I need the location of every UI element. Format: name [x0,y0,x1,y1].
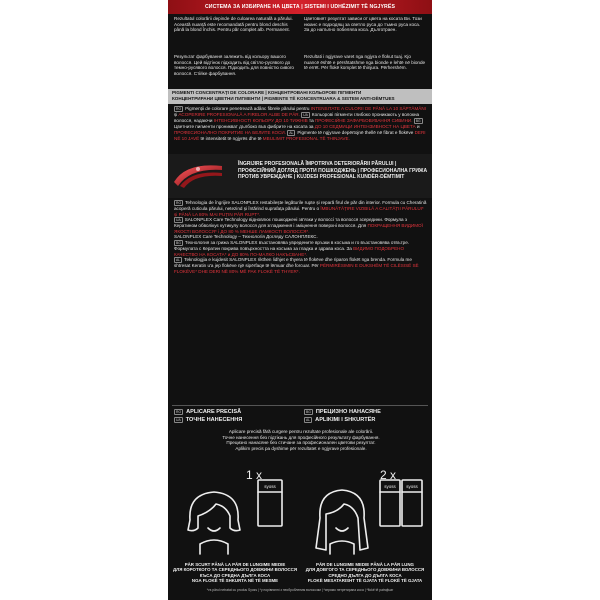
result-text-bg: Цветовият резултат зависи от цвета на косата Ви. Този нюанс е подходящ за светло руса до тъмно руса коса. За до напълно побеляла коса. Дълготраен. [304,16,422,33]
two-box-count: 2 x [380,468,397,482]
pigments-sq-conj: të intensitetit të ngjyrës dhe të [200,135,262,141]
color-system-header: СИСТЕМА ЗА ИЗБИРАНЕ НА ЦВЕТА | SISTEMI I UDHËZIMIT TË NGJYRËS [168,0,432,14]
application-label-sq [304,416,375,424]
result-text-uk: Результат фарбування залежить від кольору вашого волосся. Цей відтінок підходить від світло-русявого до темно-русявого волосся. Підходить для повністю сивого волосся. Стійке фарбування. [174,54,294,76]
pigments-sq: Pigmente të ngjyrave depërtojnë thellë në fibrat e flokëve [297,129,414,135]
short-hair-caption: PĂR SCURT PÂNĂ LA PĂR DE LUNGIME MEDIE ДЛЯ КОРОТКОГО ТА СЕРЕДНЬОГО ДОВЖИНИ ВОЛОССЯ КЪСА ДО СРЕДНА ДЪЛГА КОСА NGA FLOKË TË SHKURTA NË TË MESME [172,562,297,584]
lang-code-uk: UA [176,218,181,223]
care-bg-highlight: ВИДИМО ПОДОБРЕНО КАЧЕСТВО НА КОСАТА* и ДО 80% ПО-МАЛКО НАКЪСВАНЕ*. [174,245,405,257]
product-panel [168,0,432,600]
pigments-uk: Кольорові пігменти глибоко проникають у волокна волосся, надаючи [174,112,420,124]
box-label: syoss [264,484,276,489]
application-title-bg: ПРЕЦИЗНО НАНАСЯНЕ [315,409,381,415]
application-label-bg [304,408,381,416]
care-text [174,200,428,404]
care-uk: SALONPLEX Care Technology відновлює пошкоджені зв'язки у волоссі та волосся зсередини. Формула з Кератином обволікує кутикулу волосся для згладження і зміцнення поверхні волосся. Для [174,217,407,229]
care-sq-highlight: PËRMIRËSIMIN E DUKSHËM TË CILËSISË SË FLOKËVE* DHE DERI NË 80% MË PAK FLOKË TË THYER*. [174,263,419,274]
long-hair-caption: PĂR DE LUNGIME MEDIE PÂNĂ LA PĂR LUNG ДЛЯ ДОВГОГО ТА СЕРЕДНЬОГО ДОВЖИНИ ВОЛОССЯ СРЕДНО ДЪЛГА ДО ДЪЛГА КОСА FLOKË MESATARISHT TË GJATA TË FLOKË TË GJATA [305,562,425,584]
pigments-sq-highlight-2: MBULIMIT PROFESIONAL TË THINJAVE. [262,135,350,141]
lang-code-bg: BG [306,409,311,414]
application-title-sq: APLIKIMI I SHKURTËR [315,417,376,423]
pigments-ro: Pigmenții de colorare penetrează adânc fibrele părului pentru [185,106,310,112]
care-highlight-text: ÎNGRIJIRE PROFESIONALĂ ÎMPOTRIVA DETERIORĂRII PĂRULUI | ПРОФЕСІЙНИЙ ДОГЛЯД ПРОТИ ПОШКОДЖЕНЬ | ПРОФЕСИОНАЛНА ГРИЖА ПРОТИВ УВРЕЖДАНЕ | KUJDESI PROFESIONAL KUNDËR-DËMTIMIT [238,161,428,181]
pigments-text [174,106,428,152]
one-box-count: 1 x [246,468,263,482]
care-ro: Tehnologia de îngrijire SALONPLEX restabilește legăturile rupte și repară firul de păr din interior. Formula cu Cheratină acoperă cuticula părului, netezind și întărind suprafața părului. Pentru o [174,200,427,211]
pigments-bg-highlight: ДО 10 СЕДМИЦИ ИНТЕНЗИВНОСТ НА ЦВЕТА [314,124,416,129]
pigments-bg: Цветните пигменти проникват дълбоко във фибрите на косата за [174,124,314,129]
short-hair-diagram [174,478,298,560]
pigments-ro-highlight: INTENSITATE A CULORII DE PÂNĂ LA 10 SĂPTĂMÂNI [310,106,426,112]
lang-code-bg: BG [415,119,421,123]
care-uk-tech: SALONPLEX Care Technology – Технологія Догляду САЛОНПЛЕКС. [174,234,318,240]
care-uk-highlight: ПОКРАЩЕННЯ ВИДИМОЇ ЯКОСТІ ВОЛОССЯ* і ДО 80 % МЕНШЕ ЛАМКОСТІ ВОЛОССЯ*. [174,223,423,234]
result-text-sq: Rezultati i ngjyrave varet nga ngjyra e flokut tuaj. Kjo nuancë është e përshtatshme nga bionde e lehtë në bionde të errët. Për flokë komplet të thinjura. Përhershëm. [304,54,426,71]
care-sq: Teknologjia e kujdesit SALONPLEX rikthen lidhjet e thyera të flokëve dhe riparon flokët nga brenda. Formula me shtresat Keratin u'a jep flokëve një sipërfaqe të lëmuar dhe forcuar. Për [174,257,412,269]
box-label: syoss [384,484,396,489]
pigments-uk-highlight-2: ПРОФЕСІЙНЕ ЗАФАРБОВУВАННЯ СИВИНИ. [314,118,413,124]
section-divider [172,405,428,406]
pigments-sq-highlight: DERI NË 10 JAVË [174,129,426,141]
application-title-uk: ТОЧНЕ НАНЕСЕННЯ [185,417,243,423]
lang-code-uk: UA [303,113,308,117]
application-label-ro [174,408,241,416]
pigments-ro-highlight-2: ACOPERIRE PROFESIONALĂ A FIRELOR ALBE DE PĂR. [178,112,300,118]
application-text: Aplicare precisă fără curgere pentru rezultate profesionale ale colorării. Точне нанесення без підтікань для професійного результату фарбування. Прецизно нанасяне без стичане за професионален цветови резултат. Aplikim precis pa dyshime për rezultatet e ngjyrave profesionale. [222,429,380,451]
lang-code-ro: RO [176,409,182,414]
long-hair-diagram [302,478,426,560]
pigments-ro-conj: și [174,112,178,118]
lang-code-uk: UA [176,417,181,422]
lang-code-ro: RO [176,201,182,205]
pigments-bg-conj: и [416,124,420,129]
pigments-bg-highlight-2: ПРОФЕСИОНАЛНО ПОКРИТИЕ НА БЕЛИТЕ КОСИ. [174,129,286,135]
hair-strand-icon [172,160,224,190]
result-text-ro: Rezultatul colorării depinde de culoarea naturală a părului. Această nuanță este recomandată pentru blond deschis până la blond închis. Pentru păr complet alb. Permanent. [174,16,293,33]
application-title-ro: APLICARE PRECISĂ [186,409,242,415]
lang-code-bg: BG [176,240,181,245]
lang-code-sq: AL [289,130,294,135]
box-label: syoss [406,484,418,489]
lang-code-sq: AL [176,258,181,263]
lang-code-ro: RO [176,107,182,111]
pigments-uk-highlight: ІНТЕНСИВНОСТІ КОЛЬОРУ ДО 10 ТИЖНІВ [213,118,308,124]
application-label-uk [174,416,242,424]
care-ro-highlight: ÎMBUNĂTĂȚIRE VIZIBILĂ A CALITĂȚII PĂRULUI* și PÂNĂ LA 80% MAI PUȚIN PĂR RUPT*. [174,206,424,217]
lang-code-sq: AL [306,417,311,422]
pigments-uk-conj: та [309,118,314,124]
care-bg: Технология за грижа SALONPLEX възстановява увредените връзки в косъма и го възстановява отвътре. Формулата с Кератин покрива повърхността на косъма за гладка и здрава коса. За [174,240,410,251]
footnote: *vs părul netratat cu produs Syoss | *у порівнянні з необробленим волоссям | *спрямо нетретирана коса | *flokë të patrajtuar [206,588,394,592]
pigments-heading: PIGMENTI CONCENTRAȚI DE COLORARE | КОНЦЕНТРОВАНІ КОЛЬОРОВІ ПІГМЕНТИ КОНЦЕНТРИРАНИ ЦВЕТНИ ПИГМЕНТИ | PIGMENTE TË KONCENTRUARA & SISTEM ANTI-DËMTUES [168,89,432,104]
